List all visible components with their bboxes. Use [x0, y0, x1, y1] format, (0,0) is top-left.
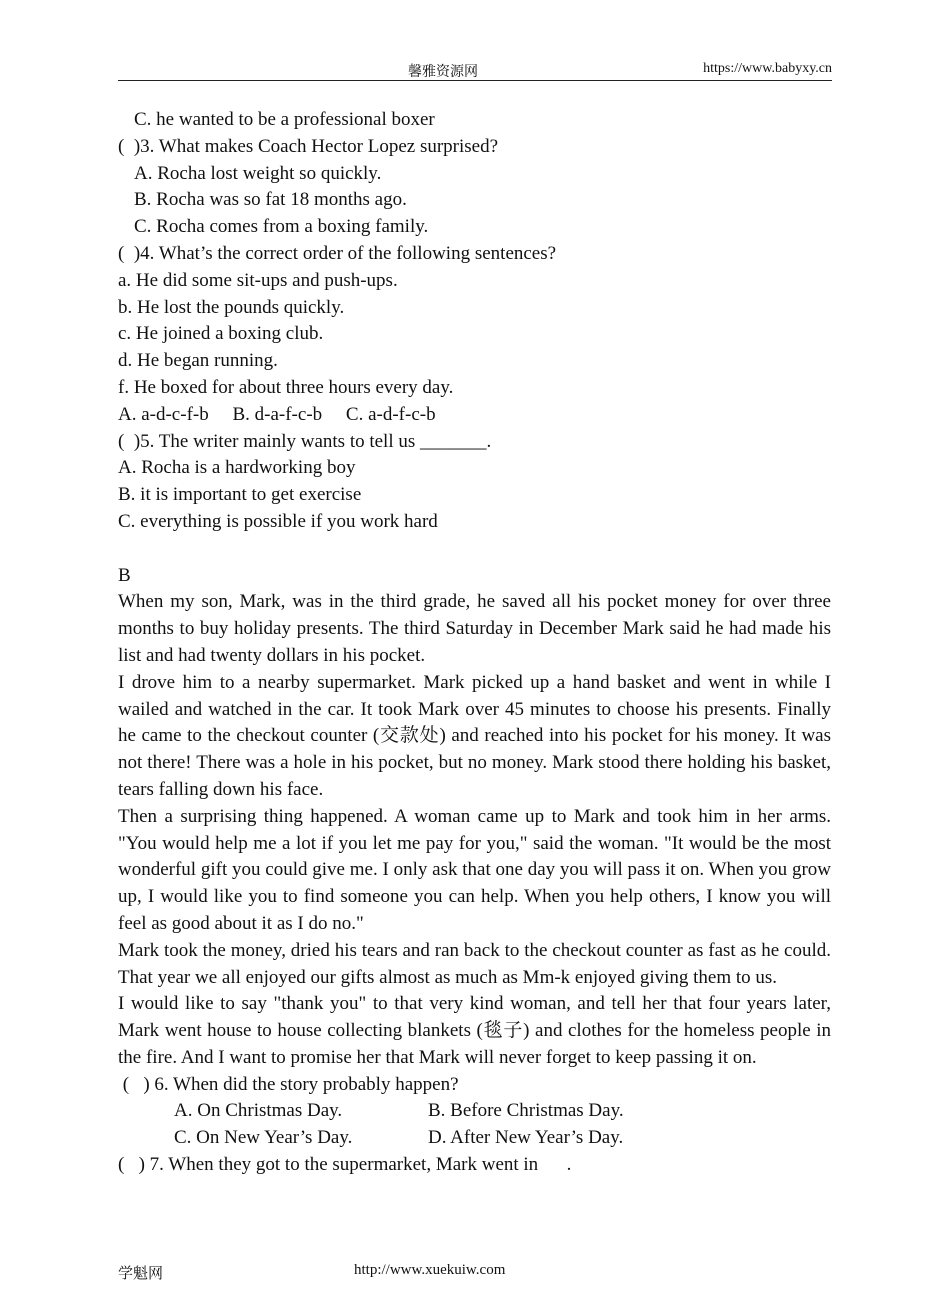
- passage-paragraph-2: I drove him to a nearby supermarket. Mark picked up a hand basket and went in while I wailed and watched in the car. It took Mark over 45 minutes to choose his presents. Finally he came to the checkout counter (交款处) and reached into his pocket for his money. It was not there! There was a hole in his pocket, but no money. Mark stood there holding his basket, tears falling down his face.: [118, 671, 831, 800]
- q4-sentence-c: c. He joined a boxing club.: [118, 323, 324, 345]
- q6-option-d: D. After New Year’s Day.: [428, 1127, 624, 1149]
- q6-options-row-1: [118, 1098, 831, 1125]
- section-label-b: B: [118, 564, 131, 586]
- question-5: ( )5. The writer mainly wants to tell us _______.: [118, 430, 492, 452]
- question-7: ( ) 7. When they got to the supermarket, Mark went in .: [118, 1154, 572, 1176]
- passage-paragraph-1: When my son, Mark, was in the third grade, he saved all his pocket money for over three months to buy holiday presents. The third Saturday in December Mark said he had made his list and had twenty dollars in his pocket.: [118, 591, 831, 666]
- document-body: [118, 107, 831, 1179]
- q6-option-c: C. On New Year’s Day.: [174, 1127, 353, 1149]
- question-3: ( )3. What makes Coach Hector Lopez surprised?: [118, 135, 499, 157]
- q4-sentence-a: a. He did some sit-ups and push-ups.: [118, 269, 398, 291]
- question-4: ( )4. What’s the correct order of the following sentences?: [118, 242, 557, 264]
- q3-option-a: A. Rocha lost weight so quickly.: [134, 162, 382, 184]
- q4-sentence-b: b. He lost the pounds quickly.: [118, 296, 345, 318]
- q6-options-row-2: [118, 1125, 831, 1152]
- q6-option-a: A. On Christmas Day.: [174, 1100, 343, 1122]
- spacer: [118, 536, 831, 563]
- passage-paragraph-4: Mark took the money, dried his tears and ran back to the checkout counter as fast as he could. That year we all enjoyed our gifts almost as much as Mm-k enjoyed giving them to us.: [118, 939, 831, 988]
- q5-option-b: B. it is important to get exercise: [118, 484, 362, 506]
- q4-sentence-f: f. He boxed for about three hours every day.: [118, 376, 454, 398]
- header-site-name: 馨雅资源网: [408, 65, 478, 80]
- passage-paragraph-5: I would like to say "thank you" to that very kind woman, and tell her that four years later, Mark went house to house collecting blankets (毯子) and clothes for the homeless people in the fire. And I want to promise her that Mark will never forget to keep passing it on.: [118, 993, 831, 1068]
- q4-sentence-d: d. He began running.: [118, 350, 278, 372]
- q5-option-a: A. Rocha is a hardworking boy: [118, 457, 356, 479]
- q5-option-c: C. everything is possible if you work hard: [118, 510, 438, 532]
- page-header: [118, 60, 832, 81]
- passage-paragraph-3: Then a surprising thing happened. A woman came up to Mark and took him in her arms. "You would help me a lot if you let me pay for you," said the woman. "It would be the most wonderful gift you could give me. I only ask that one day you will pass it on. When you grow up, I would like you to find someone you can help. When you help others, I know you will feel as good about it as I do no.": [118, 805, 831, 934]
- footer-url[interactable]: http://www.xuekuiw.com: [354, 1262, 506, 1278]
- q2-option-c: C. he wanted to be a professional boxer: [134, 109, 435, 130]
- footer-site-name: 学魁网: [118, 1266, 164, 1282]
- q3-option-c: C. Rocha comes from a boxing family.: [134, 216, 429, 238]
- header-url[interactable]: https://www.babyxy.cn: [703, 61, 832, 76]
- q3-option-b: B. Rocha was so fat 18 months ago.: [134, 189, 407, 211]
- q4-choices: A. a-d-c-f-b B. d-a-f-c-b C. a-d-f-c-b: [118, 403, 436, 425]
- question-6: ( ) 6. When did the story probably happen?: [118, 1073, 459, 1095]
- q6-option-b: B. Before Christmas Day.: [428, 1100, 624, 1122]
